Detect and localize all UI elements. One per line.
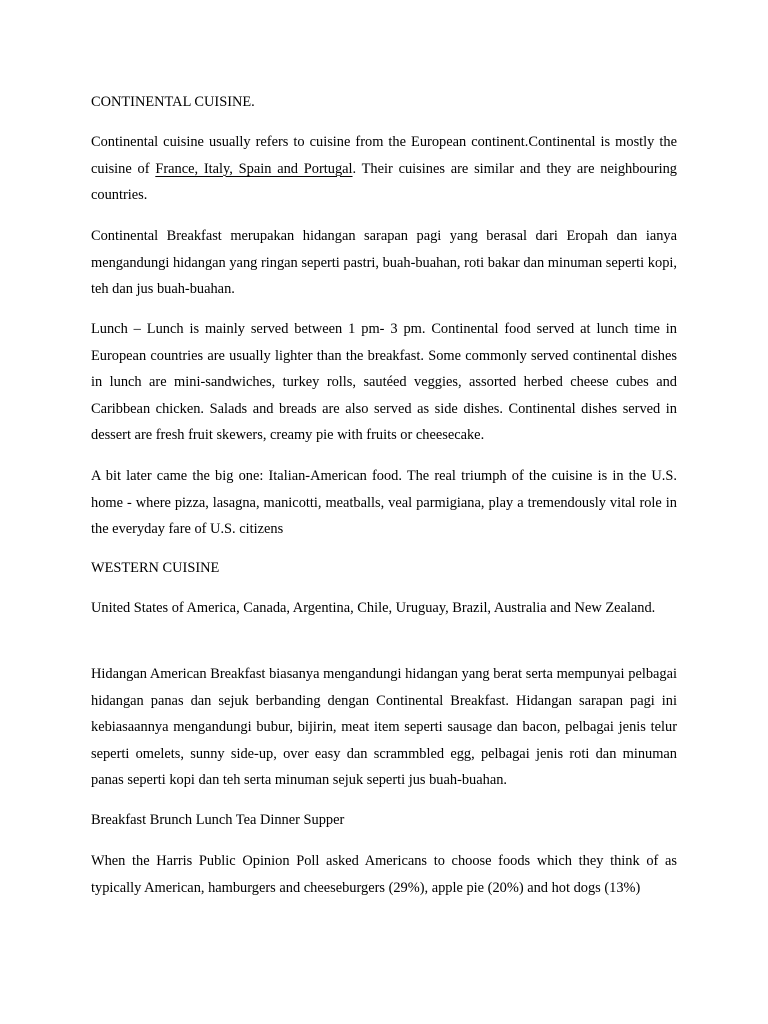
heading-western-cuisine: WESTERN CUISINE <box>91 560 220 576</box>
underlined-countries: France, Italy, Spain and Portugal <box>155 160 353 177</box>
heading-continental-cuisine: CONTINENTAL CUISINE. <box>91 94 255 110</box>
paragraph-continental-intro-text-1: Continental cuisine usually refers to cuisine from the European continent.Continental is mostly the cuisine of <box>91 134 677 177</box>
paragraph-lunch: Lunch – Lunch is mainly served between 1 pm- 3 pm. Continental food served at lunch time in European countries are usually lighter than the breakfast. Some commonly served continental dishes in lunch are mini-sandwiches, turkey rolls, sautéed veggies, assorted herbed cheese cubes and Caribbean chicken. Salads and breads are also served as side dishes. Continental dishes served in dessert are fresh fruit skewers, creamy pie with fruits or cheesecake. <box>91 321 677 444</box>
paragraph-american-breakfast: Hidangan American Breakfast biasanya mengandungi hidangan yang berat serta mempunyai pelbagai hidangan panas dan sejuk berbanding dengan Continental Breakfast. Hidangan sarapan pagi ini kebiasaannya mengandungi bubur, bijirin, meat item seperti sausage dan bacon, pelbagai jenis telur seperti omelets, sunny side-up, over easy dan scrammbled egg, pelbagai jenis roti dan minuman panas seperti kopi dan teh serta minuman sejuk seperti jus buah-buahan. <box>91 666 677 789</box>
paragraph-italian-american: A bit later came the big one: Italian-American food. The real triumph of the cuisine is in the U.S. home - where pizza, lasagna, manicotti, meatballs, veal parmigiana, play a tremendously vital role in the everyday fare of U.S. citizens <box>91 468 677 538</box>
paragraph-continental-breakfast: Continental Breakfast merupakan hidangan sarapan pagi yang berasal dari Eropah dan ianya mengandungi hidangan yang ringan seperti pastri, buah-buahan, roti bakar dan minuman seperti kopi, teh dan jus buah-buahan. <box>91 228 677 298</box>
paragraph-meal-list: Breakfast Brunch Lunch Tea Dinner Supper <box>91 812 345 828</box>
paragraph-harris-poll: When the Harris Public Opinion Poll asked Americans to choose foods which they think of as typically American, hamburgers and cheeseburgers (29%), apple pie (20%) and hot dogs (13%) <box>91 853 677 896</box>
paragraph-continental-intro-text-2: . Their cuisines are similar and they are neighbouring countries. <box>91 160 677 204</box>
paragraph-western-countries: United States of America, Canada, Argentina, Chile, Uruguay, Brazil, Australia and New Zealand. <box>91 600 656 616</box>
paragraph-continental-intro <box>91 129 677 209</box>
